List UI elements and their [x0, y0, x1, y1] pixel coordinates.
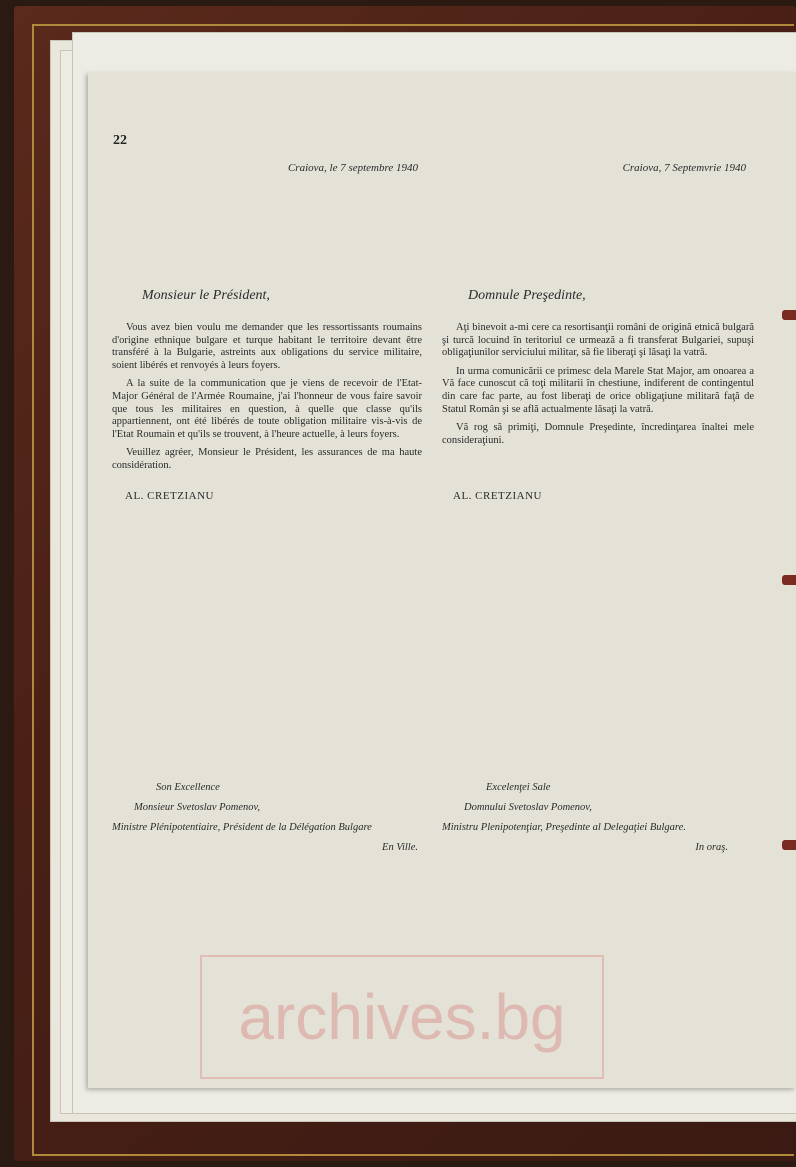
right-paragraph: Aţi binevoit a-mi cere ca resortisanţii români de origină etnică bulgară şi turcă locuind în teritoriul ce urmează a fi transferat Bulgariei, supuşi obligaţiunilor serviciului militar, să fie liberaţi şi lăsaţi la vatră.	[442, 322, 754, 359]
left-address-block	[112, 778, 422, 858]
right-letter-body	[442, 322, 754, 453]
left-paragraph: Veuillez agréer, Monsieur le Président, les assurances de ma haute considération.	[112, 447, 422, 471]
left-signature: AL. CRETZIANU	[125, 490, 214, 502]
left-letter-body	[112, 322, 422, 479]
left-paragraph: Vous avez bien voulu me demander que les ressortissants roumains d'origine ethnique bulgare et turque habitant le territoire devant être transféré à la Bulgarie, astreints aux obligations du service militaire, soient libérés et renvoyés à leurs foyers.	[112, 322, 422, 371]
left-address-line: Ministre Plénipotentiaire, Président de la Délégation Bulgare	[112, 822, 372, 833]
left-salutation: Monsieur le Président,	[142, 288, 270, 303]
left-paragraph: A la suite de la communication que je viens de recevoir de l'Etat-Major Général de l'Armée Roumaine, j'ai l'honneur de vous faire savoir que tous les militaires en question, à quelle que classe qu'ils appartiennent, ont été libérés de toute obligation militaire vis-à-vis de l'Etat Roumain et qu'ils se trouvent, à l'heure actuelle, à leurs foyers.	[112, 378, 422, 440]
right-address-block	[442, 778, 756, 858]
right-date: Craiova, 7 Septemvrie 1940	[622, 162, 746, 174]
page-tab-marker	[782, 310, 796, 320]
left-address-line: Son Excellence	[156, 782, 220, 793]
left-address-line: En Ville.	[382, 842, 418, 853]
left-date: Craiova, le 7 septembre 1940	[287, 162, 418, 174]
right-salutation: Domnule Preşedinte,	[468, 288, 586, 303]
right-address-line: In oraş.	[695, 842, 728, 853]
right-paragraph: In urma comunicării ce primesc dela Marele Stat Major, am onoarea a Vă face cunoscut că toţi militarii în chestiune, indiferent de contingentul din care fac parte, au fost liberaţi de orice obligaţiune militară faţă de Statul Român şi se află actualmente lăsaţi la vatră.	[442, 365, 754, 415]
page-number: 22	[113, 133, 127, 148]
archive-watermark: archives.bg	[200, 955, 604, 1079]
page-tab-marker	[782, 575, 796, 585]
right-address-line: Ministru Plenipotenţiar, Preşedinte al Delegaţiei Bulgare.	[442, 822, 686, 833]
right-signature: AL. CRETZIANU	[453, 490, 542, 502]
right-paragraph: Vă rog să primiţi, Domnule Preşedinte, încredinţarea înaltei mele consideraţiuni.	[442, 422, 754, 446]
left-address-line: Monsieur Svetoslav Pomenov,	[134, 802, 261, 813]
right-address-line: Domnului Svetoslav Pomenov,	[464, 802, 592, 813]
right-address-line: Excelenţei Sale	[486, 782, 551, 793]
document-page	[88, 72, 796, 1088]
page-tab-marker	[782, 840, 796, 850]
